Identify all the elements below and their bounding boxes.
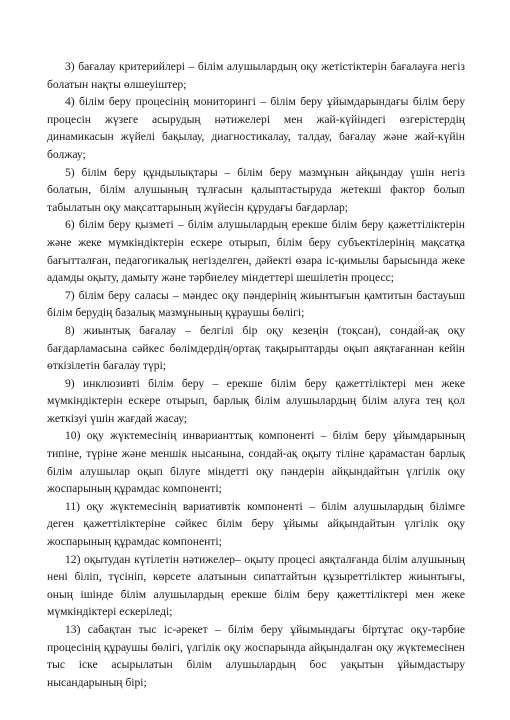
paragraph-12-learning-outcomes: 12) оқытудан күтілетін нәтижелер– оқыту процесі аяқталғанда білім алушының нені біліп, түсініп, көрсете алатынын сипаттайтын құзыреттіліктер жиынтығы, оның ішінде білім алушылардың ерекше білім беру қажеттіліктері мен жеке мүмкіндіктері ескеріледі; (47, 552, 465, 619)
paragraph-13-extracurricular-activity: 13) сабақтан тыс іс-әрекет – білім беру ұйымындағы біртұтас оқу-тәрбие процесінің құраушы бөлігі, үлгілік оқу жоспарында айқындалған оқу жүктемесінен тыс іске асырылатын білім алушылардың бос уақытын ұйымдастыру нысандарының бірі; (47, 623, 465, 689)
paragraph-5-education-values: 5) білім беру құндылықтары – білім беру мазмұнын айқындау үшін негіз болатын, білім алушының тұлғасын қалыптастыруда жетекші фактор болып табылатын оқу мақсаттарының жүйесін құрудағы бағдарлар; (47, 165, 465, 214)
paragraph-9-inclusive-education: 9) инклюзивті білім беру – ерекше білім беру қажеттіліктері мен жеке мүмкіндіктерін ескере отырып, барлық білім алушылардың білім алуға тең қол жеткізуі үшін жағдай жасау; (47, 376, 465, 425)
paragraph-4-monitoring: 4) білім беру процесінің мониторингі – білім беру ұйымдарындағы білім беру процесін жүзеге асырудың нәтижелері мен жай-күйіндегі өзгерістердің динамикасын жүйелі бақылау, диагностикалау, талдау, бағалау және жай-күйін болжау; (47, 95, 465, 161)
paragraph-6-educational-activity: 6) білім беру қызметі – білім алушылардың ерекше білім беру қажеттіліктерін және жеке мүмкіндіктерін ескере отырып, білім беру субъектілерінің мақсатқа бағытталған, педагогикалық негізделген, дәйекті өзара іс-қимылы барысында жеке адамды оқыту, дамыту және тәрбиелеу міндеттері шешілетін процесс; (47, 218, 465, 285)
document-body (47, 58, 465, 691)
paragraph-11-variative-component: 11) оқу жүктемесінің вариативтік компоненті – білім алушылардың білімге деген қажеттіліктеріне сәйкес білім беру ұйымы айқындайтын үлгілік оқу жоспарының құрамдас компоненті; (47, 499, 465, 549)
paragraph-8-summative-assessment: 8) жиынтық бағалау – белгілі бір оқу кезеңін (тоқсан), сондай-ақ оқу бағдарламасына сәйкес бөлімдердің/ортақ тақырыптарды оқып аяқтағаннан кейін өткізілетін бағалау түрі; (47, 323, 465, 373)
paragraph-7-education-area: 7) білім беру саласы – мәндес оқу пәндерінің жиынтығын қамтитын бастауыш білім берудің базалық мазмұнының құраушы бөлігі; (47, 288, 465, 320)
paragraph-3-assessment-criteria: 3) бағалау критерийлері – білім алушылардың оқу жетістіктерін бағалауға негіз болатын нақты өлшеуіштер; (47, 60, 465, 91)
paragraph-10-invariant-component: 10) оқу жүктемесінің инварианттық компоненті – білім беру ұйымдарының типіне, түріне және меншік нысанына, сондай-ақ оқыту тіліне қарамастан барлық білім алушылар оқып білуге міндетті оқу пәндерін айқындайтын үлгілік оқу жоспарының құрамдас компоненті; (47, 429, 465, 496)
